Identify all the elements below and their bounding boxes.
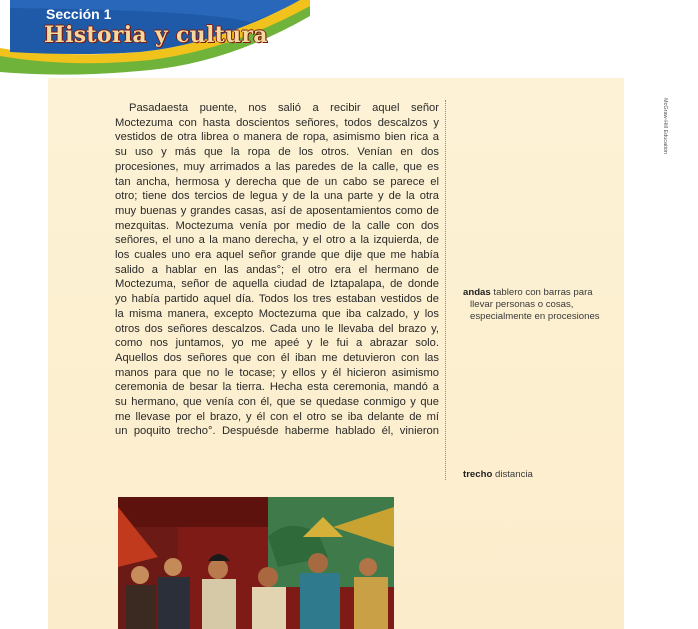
passage-line: me llevase por el brazo, y él con el otro se iba delante de mí [115, 410, 439, 423]
gloss-definition: llevar personas o cosas, [470, 299, 574, 310]
illustration-art [118, 497, 394, 629]
passage-line: tan ancha, hermosa y derecha que de un cabo se parece el [115, 175, 439, 188]
gloss-andas [463, 287, 623, 323]
passage-line: su uso y más que la ropa de los otros. Venían en dos [115, 146, 439, 159]
gloss-definition: distancia [495, 469, 533, 480]
gloss-trecho [463, 469, 623, 481]
gloss-term: andas [463, 287, 491, 298]
gloss-definition: tablero con barras para [493, 287, 593, 298]
reading-passage [115, 101, 439, 439]
passage-line: señores, el uno a la mano derecha, y el otro a la izquierda, de [115, 234, 439, 247]
passage-line: los cuales uno era aquel señor grande que dije que me había [115, 249, 439, 262]
passage-line: Moctezuma con hasta doscientos señores, todos descalzos y [115, 116, 439, 129]
gloss-term: trecho [463, 469, 493, 480]
passage-line: procesiones, muy arrimados a las paredes de la calle, que es [115, 160, 439, 173]
gloss-definition: especialmente en procesiones [470, 311, 600, 322]
passage-line: un poquito trecho°. Despuésde haberme hablado él, vinieron [115, 425, 439, 438]
passage-line: otros dos señores descalzos. Cada uno le llevaba del brazo y, [115, 322, 439, 335]
section-title: Historia y cultura [44, 22, 268, 48]
publisher-credit: McGraw-Hill Education [662, 98, 668, 154]
passage-line: ceremonia de besar la tierra. Hecha esta ceremonia, mandó a [115, 381, 439, 394]
passage-line: la misma manera, excepto Moctezuma que iba calzado, y los [115, 307, 439, 320]
passage-line: Aquellos dos señores que con él iban me detuvieron con las [115, 351, 439, 364]
passage-line: mezquitas. Moctezuma venía por medio de la calle con dos [115, 219, 439, 232]
passage-line: como nos juntamos, yo me apeé y le fui a abrazar solo. [115, 337, 439, 350]
section-banner [0, 0, 310, 75]
passage-line: Moctezuma, señor de aquella ciudad de Iztapalapa, de donde [115, 278, 439, 291]
passage-line: su hermano, que venía con él, que se quedase conmigo y que [115, 396, 439, 409]
passage-line: otro; tiene dos tercios de legua y de la una parte y de la otra [115, 190, 439, 203]
historical-illustration [118, 497, 394, 629]
passage-line: yo había partido aquel día. Todos los tres estaban vestidos de [115, 293, 439, 306]
column-divider [445, 100, 446, 480]
passage-line: muy buenas y grandes casas, así de aposentamientos como de [115, 204, 439, 217]
passage-line: salido a hablar en las andas°; el otro era el hermano de [115, 263, 439, 276]
passage-line: vestidos de otra librea o manera de ropa, asimismo bien rica a [115, 131, 439, 144]
passage-line: Pasadaesta puente, nos salió a recibir aquel señor [129, 102, 439, 114]
section-label: Sección 1 [46, 6, 112, 22]
passage-line: manos para que no le tocase; y ellos y él hicieron asimismo [115, 366, 439, 379]
